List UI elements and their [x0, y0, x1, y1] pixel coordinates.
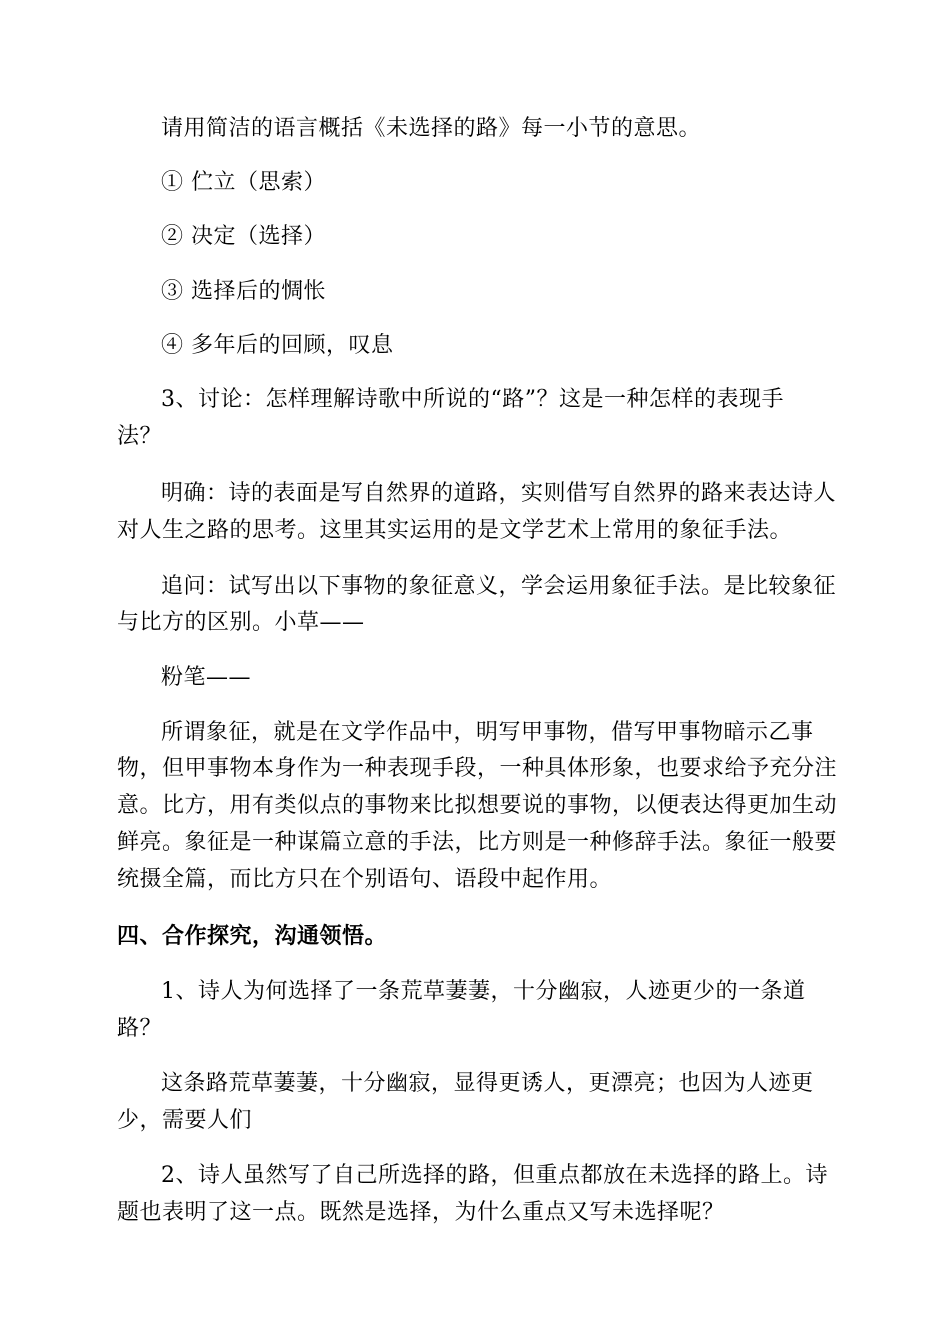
summary-item-3: ③ 选择后的惆怅	[161, 279, 326, 304]
followup-line-1: 追问：试写出以下事物的象征意义，学会运用象征手法。是比较象征	[161, 574, 837, 599]
answer-line-2: 对人生之路的思考。这里其实运用的是文学艺术上常用的象征手法。	[117, 518, 793, 543]
question-1-line-2: 路？	[117, 1016, 163, 1041]
discussion-question-line-1: 3、讨论：怎样理解诗歌中所说的“路”？这是一种怎样的表现手	[161, 387, 784, 412]
discussion-question-line-2: 法？	[117, 424, 163, 449]
symbolism-line-1: 所谓象征，就是在文学作品中，明写甲事物，借写甲事物暗示乙事	[161, 720, 814, 745]
chalk-prompt: 粉笔——	[161, 665, 252, 690]
question-1-line-1: 1、诗人为何选择了一条荒草萋萋，十分幽寂，人迹更少的一条道	[161, 979, 806, 1004]
symbolism-line-4: 鲜亮。象征是一种谋篇立意的手法，比方则是一种修辞手法。象征一般要	[117, 830, 838, 855]
answer-1-line-2: 少，需要人们	[117, 1108, 253, 1133]
symbolism-line-5: 统摄全篇，而比方只在个别语句、语段中起作用。	[117, 867, 613, 892]
summary-item-4: ④ 多年后的回顾，叹息	[161, 333, 394, 358]
answer-line-1: 明确：诗的表面是写自然界的道路，实则借写自然界的路来表达诗人	[161, 481, 837, 506]
question-2-line-2: 题也表明了这一点。既然是选择，为什么重点又写未选择呢？	[117, 1200, 725, 1225]
symbolism-line-2: 物，但甲事物本身作为一种表现手段，一种具体形象，也要求给予充分注	[117, 756, 838, 781]
answer-1-line-1: 这条路荒草萋萋，十分幽寂，显得更诱人，更漂亮；也因为人迹更	[161, 1071, 814, 1096]
summary-item-1: ① 伫立（思索）	[161, 170, 326, 195]
summary-item-2: ② 决定（选择）	[161, 224, 326, 249]
followup-line-2: 与比方的区别。小草——	[117, 610, 365, 635]
question-2-line-1: 2、诗人虽然写了自己所选择的路，但重点都放在未选择的路上。诗	[161, 1163, 828, 1188]
summary-prompt: 请用简洁的语言概括《未选择的路》每一小节的意思。	[161, 116, 702, 141]
section-heading: 四、合作探究，沟通领悟。	[117, 924, 388, 949]
symbolism-line-3: 意。比方，用有类似点的事物来比拟想要说的事物，以便表达得更加生动	[117, 793, 838, 818]
